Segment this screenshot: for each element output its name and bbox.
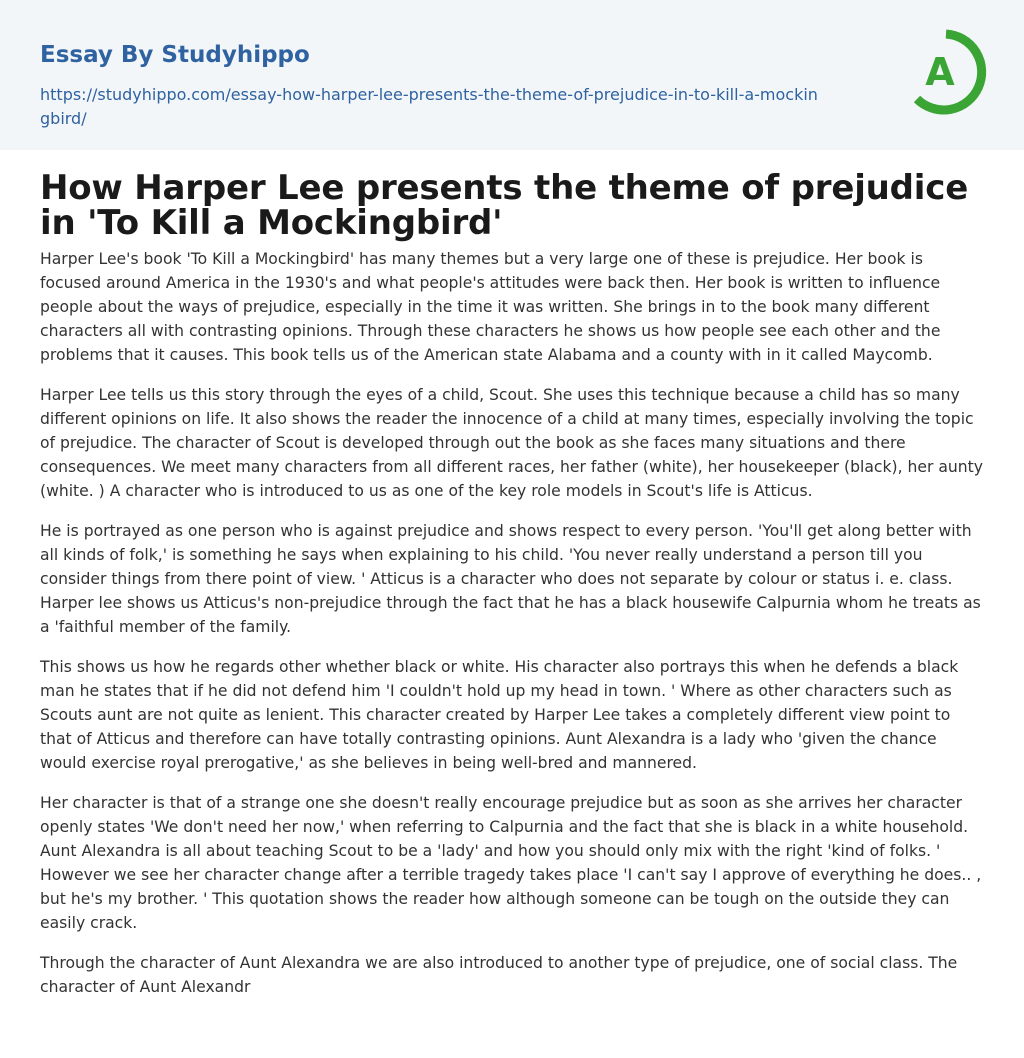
source-url-link[interactable]: https://studyhippo.com/essay-how-harper-lee-presents-the-theme-of-prejudice-in-to-kill-a-mockingbird/	[40, 85, 818, 128]
studyhippo-logo-icon[interactable]	[904, 28, 988, 116]
site-header	[0, 0, 1024, 150]
article-paragraph: Her character is that of a strange one she doesn't really encourage prejudice but as soon as she arrives her character openly states 'We don't need her now,' when referring to Calpurnia and the fact that she is black in a white household. Aunt Alexandra is all about teaching Scout to be a 'lady' and how you should only mix with the right 'kind of folks. ' However we see her character change after a terrible tragedy takes place 'I can't say I approve of everything he does.. , but he's my brother. ' This quotation shows the reader how although someone can be tough on the outside they can easily crack.	[40, 794, 982, 932]
article-paragraph: Harper Lee tells us this story through the eyes of a child, Scout. She uses this technique because a child has so many different opinions on life. It also shows the reader the innocence of a child at many times, especially involving the topic of prejudice. The character of Scout is developed through out the book as she faces many situations and there consequences. We meet many characters from all different races, her father (white), her housekeeper (black), her aunty (white. ) A character who is introduced to us as one of the key role models in Scout's life is Atticus.	[40, 386, 984, 500]
article-paragraph: He is portrayed as one person who is against prejudice and shows respect to every person. 'You'll get along better with all kinds of folk,' is something he says when explaining to his child. 'You never really understand a person till you consider things from there point of view. ' Atticus is a character who does not separate by colour or status i. e. class. Harper lee shows us Atticus's non-prejudice through the fact that he has a black housewife Calpurnia whom he treats as a 'faithful member of the family.	[40, 522, 981, 636]
svg-text:A: A	[925, 50, 955, 94]
article	[0, 168, 1024, 999]
article-title: How Harper Lee presents the theme of prejudice in 'To Kill a Mockingbird'	[40, 168, 969, 243]
article-paragraph: This shows us how he regards other whether black or white. His character also portrays this when he defends a black man he states that if he did not defend him 'I couldn't hold up my head in town. ' Where as other characters such as Scouts aunt are not quite as lenient. This character created by Harper Lee takes a completely different view point to that of Atticus and therefore can have totally contrasting opinions. Aunt Alexandra is a lady who 'given the chance would exercise royal prerogative,' as she believes in being well-bred and mannered.	[40, 658, 959, 772]
article-paragraph: Harper Lee's book 'To Kill a Mockingbird' has many themes but a very large one of these is prejudice. Her book is focused around America in the 1930's and what people's attitudes were back then. Her book is written to influence people about the ways of prejudice, especially in the time it was written. She brings in to the book many different characters all with contrasting opinions. Through these characters he shows us how people see each other and the problems that it causes. This book tells us of the American state Alabama and a county with in it called Maycomb.	[40, 250, 941, 364]
article-paragraph: Through the character of Aunt Alexandra we are also introduced to another type of prejudice, one of social class. The character of Aunt Alexandr	[40, 954, 958, 996]
site-brand[interactable]: Essay By Studyhippo	[40, 42, 310, 68]
